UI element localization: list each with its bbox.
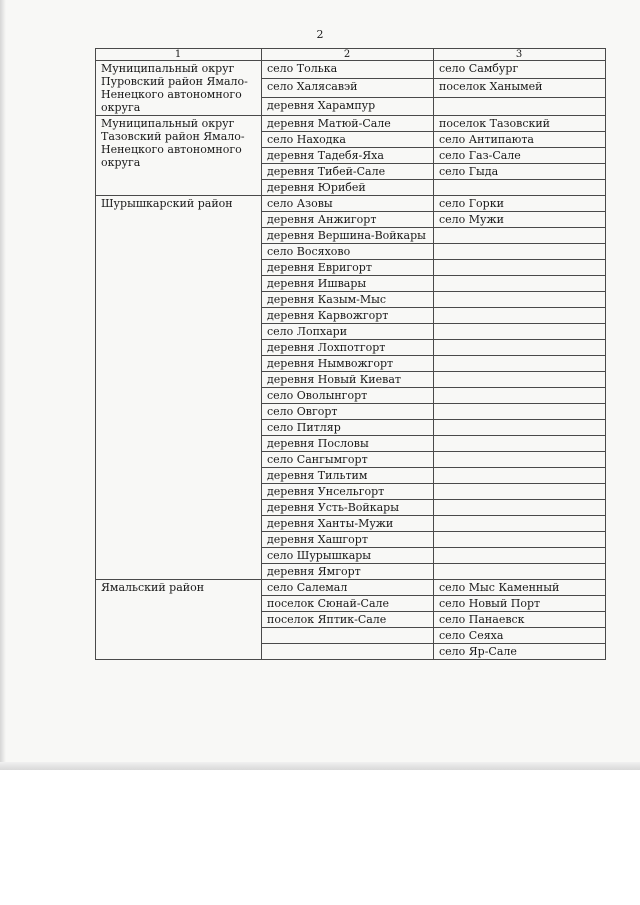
settlement-cell-col2: деревня Хашгорт (262, 532, 434, 548)
settlement-cell-col2: деревня Нымвожгорт (262, 356, 434, 372)
district-name: Ямальский район (96, 580, 262, 660)
settlement-cell-col2: деревня Усть-Войкары (262, 500, 434, 516)
settlement-cell-col2: деревня Тильтим (262, 468, 434, 484)
settlement-cell-col2: село Азовы (262, 196, 434, 212)
table-row (96, 116, 606, 132)
settlement-cell-col2 (262, 644, 434, 660)
settlement-cell-col3: село Гыда (434, 164, 606, 180)
settlement-cell-col2: деревня Ямгорт (262, 564, 434, 580)
settlement-cell-col3 (434, 276, 606, 292)
settlement-cell-col2: село Оволынгорт (262, 388, 434, 404)
column-header-2: 2 (262, 49, 434, 61)
settlement-cell-col3: поселок Тазовский (434, 116, 606, 132)
settlement-cell-col3 (434, 420, 606, 436)
settlement-cell-col3 (434, 356, 606, 372)
settlement-cell-col3 (434, 468, 606, 484)
settlement-cell-col2: деревня Карвожгорт (262, 308, 434, 324)
settlement-cell-col3: село Яр-Сале (434, 644, 606, 660)
settlement-cell-col3 (434, 516, 606, 532)
settlement-cell-col2: деревня Тибей-Сале (262, 164, 434, 180)
settlements-table (95, 48, 606, 660)
settlement-cell-col3: село Новый Порт (434, 596, 606, 612)
settlement-cell-col2: село Питляр (262, 420, 434, 436)
settlement-cell-col3 (434, 260, 606, 276)
settlement-cell-col2: село Овгорт (262, 404, 434, 420)
district-name: Муниципальный округ Тазовский район Ямало-Ненецкого автономного округа (96, 116, 262, 196)
scan-bottom-edge (0, 762, 640, 770)
settlement-cell-col3 (434, 388, 606, 404)
settlement-cell-col3 (434, 564, 606, 580)
settlement-cell-col2: деревня Евригорт (262, 260, 434, 276)
table-row (96, 580, 606, 596)
table-row (96, 61, 606, 79)
table-header-row (96, 49, 606, 61)
settlement-cell-col3 (434, 308, 606, 324)
settlement-cell-col2: село Салемал (262, 580, 434, 596)
settlement-cell-col3 (434, 292, 606, 308)
settlement-cell-col2: деревня Ишвары (262, 276, 434, 292)
scan-edge-shadow (0, 0, 6, 770)
settlement-cell-col2: деревня Матюй-Сале (262, 116, 434, 132)
settlement-cell-col3: село Панаевск (434, 612, 606, 628)
settlement-cell-col2: село Находка (262, 132, 434, 148)
settlement-cell-col3 (434, 404, 606, 420)
table-row (96, 196, 606, 212)
settlement-cell-col3 (434, 548, 606, 564)
settlement-cell-col2: село Толька (262, 61, 434, 79)
settlement-cell-col2: село Восяхово (262, 244, 434, 260)
settlement-cell-col3 (434, 244, 606, 260)
settlement-cell-col2: деревня Казым-Мыс (262, 292, 434, 308)
settlement-cell-col2: деревня Ханты-Мужи (262, 516, 434, 532)
settlement-cell-col3: село Горки (434, 196, 606, 212)
settlement-cell-col3 (434, 436, 606, 452)
settlement-cell-col2: деревня Юрибей (262, 180, 434, 196)
table-body (96, 49, 606, 660)
settlement-cell-col2: деревня Пословы (262, 436, 434, 452)
settlement-cell-col3: село Мыс Каменный (434, 580, 606, 596)
settlement-cell-col2: поселок Сюнай-Сале (262, 596, 434, 612)
settlement-cell-col3 (434, 228, 606, 244)
settlement-cell-col3 (434, 500, 606, 516)
settlement-cell-col2: деревня Лохпотгорт (262, 340, 434, 356)
settlement-cell-col3: село Газ-Сале (434, 148, 606, 164)
settlement-cell-col2: поселок Яптик-Сале (262, 612, 434, 628)
settlement-cell-col3 (434, 324, 606, 340)
settlement-cell-col3 (434, 97, 606, 115)
settlement-cell-col2: деревня Харампур (262, 97, 434, 115)
district-name: Шурышкарский район (96, 196, 262, 580)
page-number: 2 (316, 28, 324, 41)
settlement-cell-col2: деревня Анжигорт (262, 212, 434, 228)
settlement-cell-col3 (434, 180, 606, 196)
settlement-cell-col3: село Мужи (434, 212, 606, 228)
settlement-cell-col3 (434, 372, 606, 388)
settlement-cell-col2: село Халясавэй (262, 79, 434, 97)
settlement-cell-col2 (262, 628, 434, 644)
settlement-cell-col2: деревня Вершина-Войкары (262, 228, 434, 244)
settlement-cell-col3: поселок Ханымей (434, 79, 606, 97)
district-name: Муниципальный округ Пуровский район Ямало-Ненецкого автономного округа (96, 61, 262, 116)
settlement-cell-col3: село Самбург (434, 61, 606, 79)
settlement-cell-col3: село Сеяха (434, 628, 606, 644)
settlement-cell-col3 (434, 532, 606, 548)
settlement-cell-col3 (434, 452, 606, 468)
column-header-1: 1 (96, 49, 262, 61)
column-header-3: 3 (434, 49, 606, 61)
settlement-cell-col3 (434, 484, 606, 500)
settlement-cell-col3: село Антипаюта (434, 132, 606, 148)
settlement-cell-col2: деревня Унсельгорт (262, 484, 434, 500)
settlement-cell-col2: деревня Тадебя-Яха (262, 148, 434, 164)
settlement-cell-col2: деревня Новый Киеват (262, 372, 434, 388)
settlement-cell-col2: село Шурышкары (262, 548, 434, 564)
settlement-cell-col3 (434, 340, 606, 356)
settlement-cell-col2: село Лопхари (262, 324, 434, 340)
settlement-cell-col2: село Сангымгорт (262, 452, 434, 468)
